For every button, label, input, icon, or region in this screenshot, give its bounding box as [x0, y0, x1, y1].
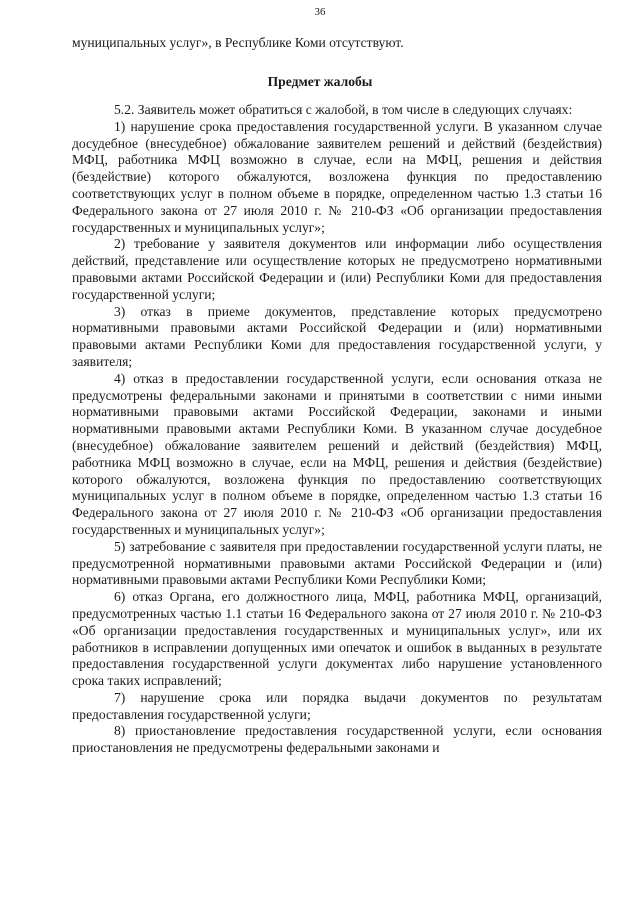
- page-number: 36: [314, 6, 326, 18]
- paragraph-5-2: 5.2. Заявитель может обратиться с жалобой, в том числе в следующих случаях:: [114, 102, 573, 117]
- paragraph-item-5: 5) затребование с заявителя при предоставлении государственной услуги платы, не предусмотренной нормативными правовыми актами Российской Федерации и (или) нормативными правовыми актами Республики Коми Республики Коми;: [72, 538, 602, 588]
- paragraph-item-1: 1) нарушение срока предоставления государственной услуги. В указанном случае досудебное (внесудебное) обжалование заявителем решений и действий (бездействия) МФЦ, работника МФЦ возможно в случае, если на МФЦ, решения и действия (бездействие) которого обжалуются, возложена функция по предоставлению соответствующих услуг в полном объеме в порядке, определенном частью 1.3 статьи 16 Федерального закона от 27 июля 2010 г. № 210-ФЗ «Об организации предоставления государственных и муниципальных услуг»;: [72, 118, 602, 235]
- paragraph-item-7: 7) нарушение срока или порядка выдачи документов по результатам предоставления государственной услуги;: [72, 689, 602, 722]
- continued-text: муниципальных услуг», в Республике Коми отсутствуют.: [72, 35, 404, 50]
- section-heading: Предмет жалобы: [267, 74, 373, 89]
- paragraph-item-3: 3) отказ в приеме документов, представление которых предусмотрено нормативными правовыми актами Российской Федерации и (или) нормативными правовыми актами Республики Коми для предоставления государственной услуги, у заявителя;: [72, 303, 602, 369]
- paragraph-item-8: 8) приостановление предоставления государственной услуги, если основания приостановления не предусмотрены федеральными законами и: [72, 723, 602, 756]
- paragraph-item-6: 6) отказ Органа, его должностного лица, МФЦ, работника МФЦ, организаций, предусмотренных частью 1.1 статьи 16 Федерального закона от 27 июля 2010 г. № 210-ФЗ «Об организации предоставления государственных и муниципальных услуг», или их работников в исправлении допущенных ими опечаток и ошибок в выданных в результате предоставления государственной услуги документах либо нарушение установленного срока таких исправлений;: [72, 589, 602, 689]
- body-text: [72, 102, 602, 757]
- paragraph-item-2: 2) требование у заявителя документов или информации либо осуществления действий, представление или осуществление которых не предусмотрено нормативными правовыми актами Российской Федерации и (или) Республики Коми для предоставления государственной услуги;: [72, 236, 602, 302]
- paragraph-item-4: 4) отказ в предоставлении государственной услуги, если основания отказа не предусмотрены федеральными законами и принятыми в соответствии с ними иными нормативными правовыми актами Российской Федерации, законами и иными нормативными правовыми актами Республики Коми. В указанном случае досудебное (внесудебное) обжалование заявителем решений и действий (бездействия) МФЦ, работника МФЦ возможно в случае, если на МФЦ, решения и действия (бездействие) которого обжалуются, возложена функция по предоставлению соответствующих муниципальных услуг в полном объеме в порядке, определенном частью 1.3 статьи 16 Федерального закона от 27 июля 2010 г. № 210-ФЗ «Об организации предоставления государственных и муниципальных услуг»;: [72, 370, 602, 537]
